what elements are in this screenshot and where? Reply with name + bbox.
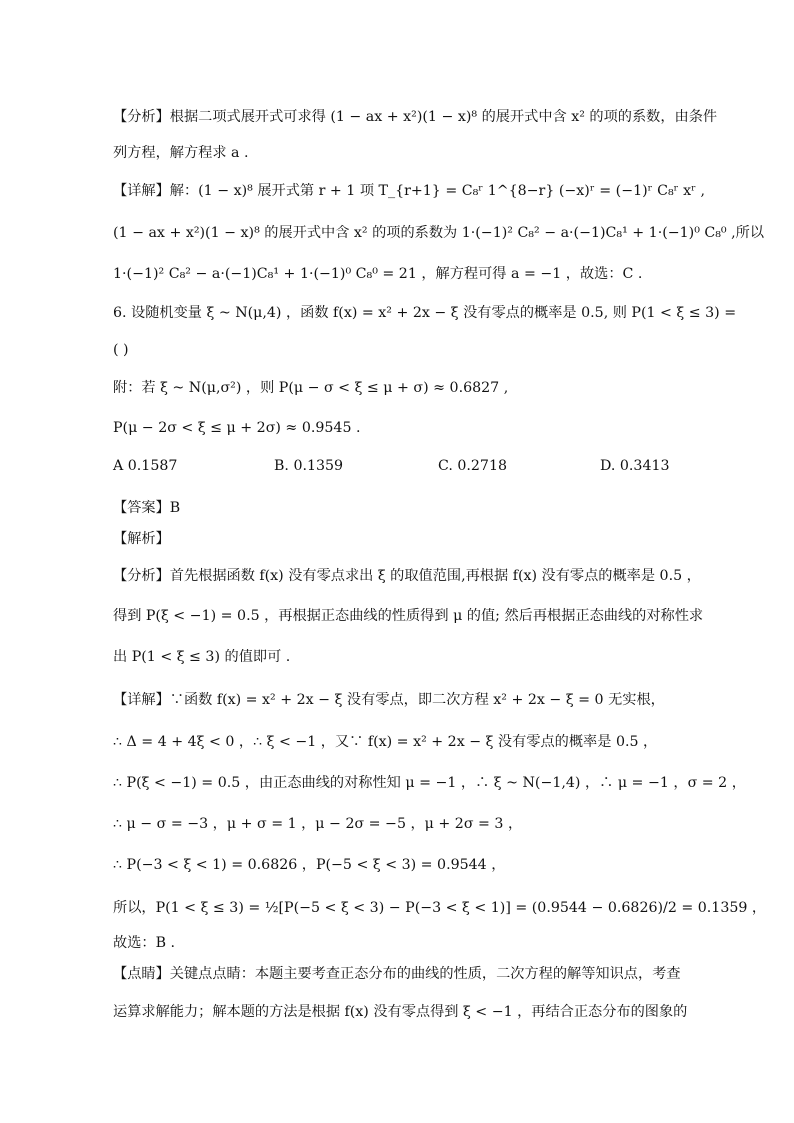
detail2-line-1: 【详解】∵函数 f(x) = x² + 2x − ξ 没有零点，即二次方程 x² + 2x − ξ = 0 无实根， (113, 692, 665, 708)
detail2-line-5: ∴ P(−3 < ξ < 1) = 0.6826 ，P(−5 < ξ < 3) = 0.9544 ， (113, 857, 506, 873)
solution-heading: 【解析】 (113, 531, 170, 547)
detail2-line-3: ∴ P(ξ < −1) = 0.5 ，由正态曲线的对称性知 μ = −1 ，∴ ξ ~ N(−1,4) ，∴ μ = −1 ，σ = 2 ， (113, 775, 746, 791)
question-6-note-1: 附：若 ξ ~ N(μ,σ²) ，则 P(μ − σ < ξ ≤ μ + σ) ≈ 0.6827 , (113, 380, 509, 396)
option-b: B. 0.1359 (274, 458, 344, 474)
detail2-line-4: ∴ μ − σ = −3 ，μ + σ = 1 ，μ − 2σ = −5 ，μ + 2σ = 3 ， (113, 816, 523, 832)
detail-line-2: (1 − ax + x²)(1 − x)⁸ 的展开式中含 x² 的项的系数为 1·(−1)² C₈² − a·(−1)C₈¹ + 1·(−1)⁰ C₈⁰ ,所以 (113, 225, 765, 241)
question-6-note-2: P(μ − 2σ < ξ ≤ μ + 2σ) ≈ 0.9545 . (113, 420, 361, 436)
comment-line-1: 【点睛】关键点点睛：本题主要考查正态分布的曲线的性质，二次方程的解等知识点，考查 (113, 966, 681, 982)
option-d: D. 0.3413 (600, 458, 670, 474)
analysis2-line-3: 出 P(1 < ξ ≤ 3) 的值即可 . (113, 649, 291, 665)
detail2-line-7: 故选：B . (113, 935, 176, 951)
answer-line: 【答案】B (113, 500, 181, 516)
comment-line-2: 运算求解能力；解本题的方法是根据 f(x) 没有零点得到 ξ < −1 ，再结合正态分布的图象的 (113, 1004, 688, 1020)
detail-line-3: 1·(−1)² C₈² − a·(−1)C₈¹ + 1·(−1)⁰ C₈⁰ = 21 ，解方程可得 a = −1 ，故选：C . (113, 266, 643, 282)
detail2-line-6: 所以，P(1 < ξ ≤ 3) = ½[P(−5 < ξ < 3) − P(−3 < ξ < 1)] = (0.9544 − 0.6826)/2 = 0.1359 ， (113, 900, 767, 916)
option-c: C. 0.2718 (438, 458, 508, 474)
option-a: A 0.1587 (113, 458, 178, 474)
analysis2-line-2: 得到 P(ξ < −1) = 0.5 ，再根据正态曲线的性质得到 μ 的值; 然后再根据正态曲线的对称性求 (113, 608, 704, 624)
analysis-line-1: 【分析】根据二项式展开式可求得 (1 − ax + x²)(1 − x)⁸ 的展开式中含 x² 的项的系数，由条件 (113, 109, 718, 125)
detail-line-1: 【详解】解：(1 − x)⁸ 展开式第 r + 1 项 T_{r+1} = C₈ʳ 1^{8−r} (−x)ʳ = (−1)ʳ C₈ʳ xʳ , (113, 183, 706, 199)
detail2-line-2: ∴ Δ = 4 + 4ξ < 0 ，∴ ξ < −1 ，又∵ f(x) = x² + 2x − ξ 没有零点的概率是 0.5 ， (113, 734, 658, 750)
analysis2-line-1: 【分析】首先根据函数 f(x) 没有零点求出 ξ 的取值范围,再根据 f(x) 没有零点的概率是 0.5 ， (113, 568, 701, 584)
analysis-line-2: 列方程，解方程求 a . (113, 145, 249, 161)
question-6-stem: 6. 设随机变量 ξ ~ N(μ,4) ，函数 f(x) = x² + 2x − ξ 没有零点的概率是 0.5, 则 P(1 < ξ ≤ 3) = (113, 305, 737, 321)
question-6-blank: ( ) (113, 342, 129, 358)
